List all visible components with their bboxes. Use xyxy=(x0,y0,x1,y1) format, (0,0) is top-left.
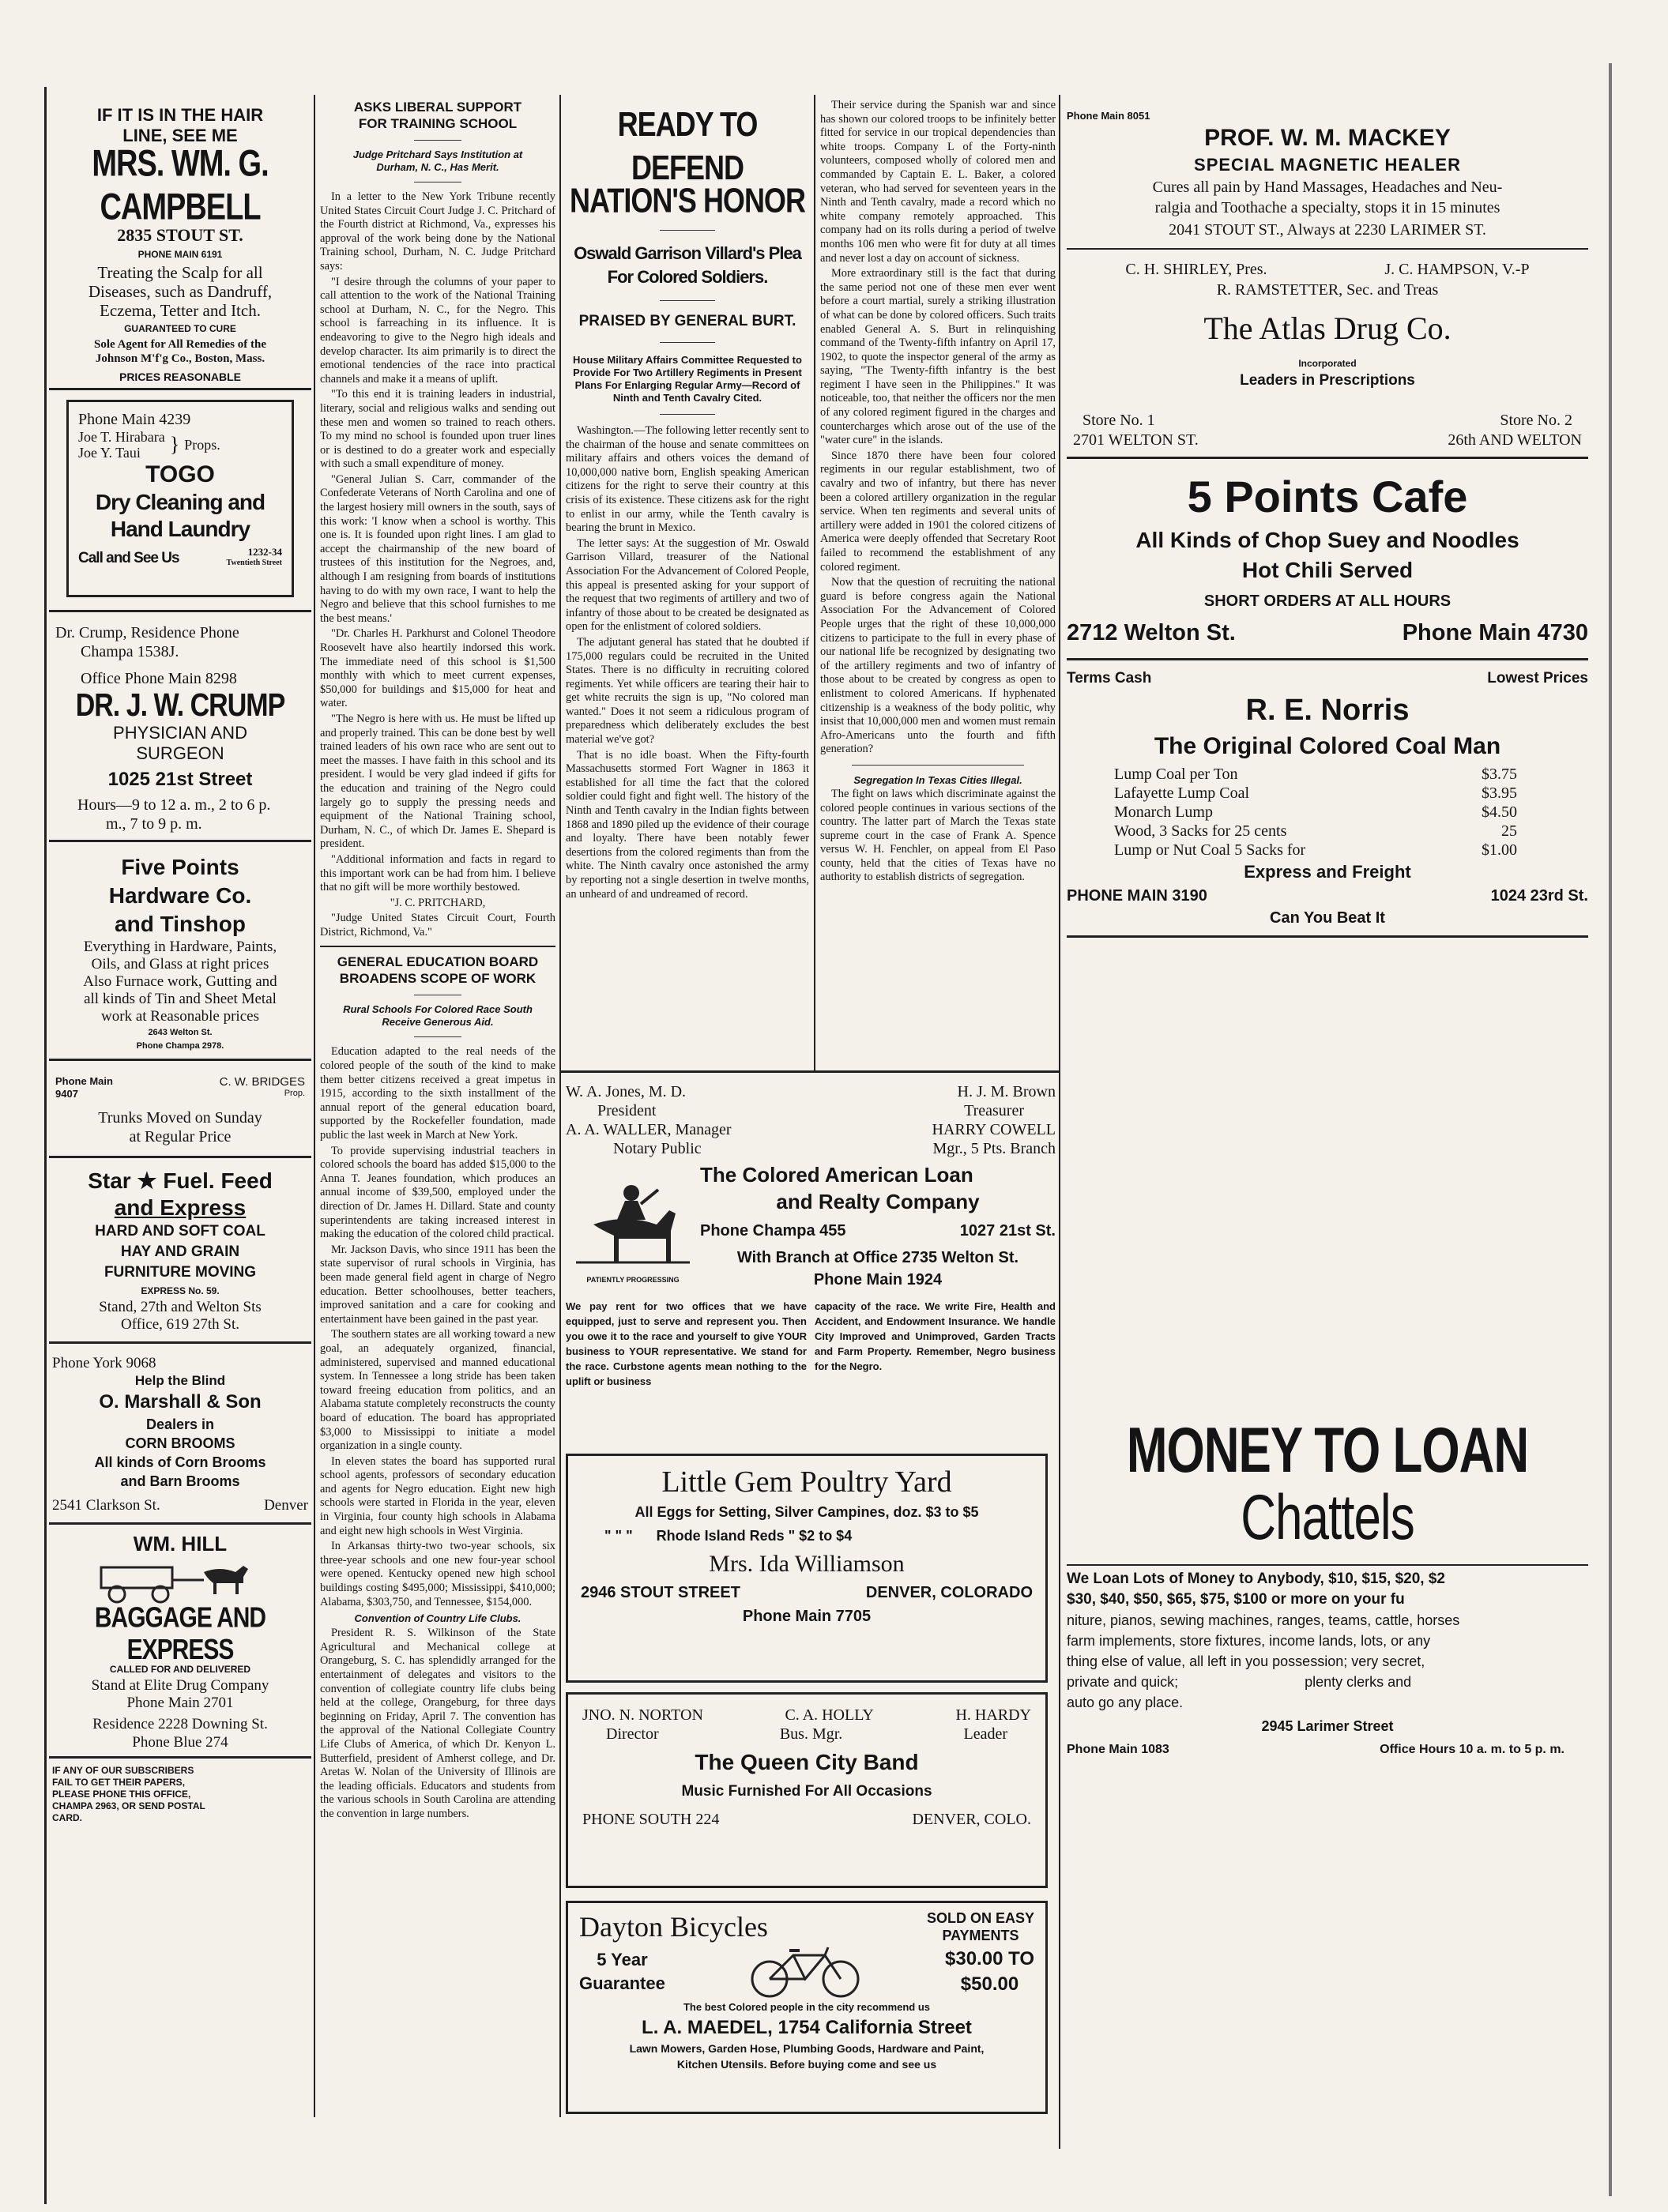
norris-item-price: $3.95 xyxy=(1482,784,1517,802)
article4-para: The letter says: At the suggestion of Mr. Oswald Garrison Villard, treasurer of the National Association For the Advancement of Colored People, this appeal is presented asking for your support of the request that two regiments of artillery and two of infantry of those about to be created be designated as open for the enlistment of colored soldiers. xyxy=(566,536,809,634)
norris-price-row xyxy=(1114,765,1517,784)
marshall-phone: Phone York 9068 xyxy=(52,1355,156,1371)
hardware-address: 2643 Welton St. xyxy=(148,1028,213,1037)
hardware-name2: Hardware Co. xyxy=(108,883,252,908)
norris-freight: Express and Freight xyxy=(1244,862,1411,882)
article4-para: The adjutant general has stated that he doubted if 175,000 regulars could be recruited in the United States. There is no difficulty in recruiting colored regiments. Yet while officers are tearing their hair to get white recruits the sign is up, "No colored man wanted." Does it not seem a ridiculous program of preparedness which deliberately excludes the best material we've got? xyxy=(566,635,809,747)
money-text7: auto go any place. xyxy=(1067,1695,1184,1710)
poultry-phone: Phone Main 7705 xyxy=(742,1608,872,1625)
togo-ad: Phone Main 4239 Joe T. Hirabara Joe Y. Taui } Props. TOGO Dry Cleaning and Hand Laundry Call and See Us 1232-34 Twentieth Street xyxy=(66,400,294,597)
hardware-text2: Oils, and Glass at right prices xyxy=(91,956,269,972)
loan-waller: A. A. WALLER, Manager xyxy=(566,1121,732,1138)
atlas-secretary: R. RAMSTETTER, Sec. and Treas xyxy=(1216,281,1439,299)
atlas-incorporated: Incorporated xyxy=(1298,358,1357,369)
article4-headline2: NATION'S HONOR xyxy=(570,180,805,220)
poultry-ditto: " " " xyxy=(604,1528,633,1544)
article1-para: In a letter to the New York Tribune recently United States Circuit Court Judge J. C. Pritchard of the Fourth district at Richmond, Va., expresses his approval of the work being done by the National Training school, Durham, N. C. Judge Pritchard says: xyxy=(320,190,555,273)
left-border xyxy=(44,87,47,2204)
atlas-store1-address: 2701 WELTON ST. xyxy=(1073,431,1199,449)
norris-item-label: Wood, 3 Sacks for 25 cents xyxy=(1114,822,1287,840)
togo-line2: Hand Laundry xyxy=(110,517,250,541)
dayton-sold2: PAYMENTS xyxy=(942,1928,1019,1943)
mackey-ad xyxy=(1067,109,1588,250)
campbell-agent1: Sole Agent for All Remedies of the xyxy=(93,338,267,351)
hill-ad xyxy=(49,1525,311,1759)
article4-headline1: READY TO DEFEND xyxy=(617,104,758,187)
norris-item-label: Lafayette Lump Coal xyxy=(1114,784,1250,802)
article2-deck2: Receive Generous Aid. xyxy=(382,1016,494,1029)
article3-body xyxy=(320,1627,555,1821)
loan-jones: W. A. Jones, M. D. xyxy=(566,1083,687,1100)
hill-text5: Residence 2228 Downing St. xyxy=(92,1716,268,1732)
crump-title2: SURGEON xyxy=(136,743,224,763)
marshall-help: Help the Blind xyxy=(134,1373,226,1388)
article3-para: President R. S. Wilkinson of the State Agricultural and Mechanical college at Orangeburg, S. C. has splendidly arranged for the entertainment of delegates and visitors to the convention of collegiate country life clubs being held at the college, Orangeburg, for three days beginning on Friday, April 7. The convention has the approval of the National Collegiate Country Life Clubs of America, of which Dr. Kenyon L. Butterfield, president of Amherst college, and Dr. Aretas W. Nolan of the University of Illinois are the leading officials. Educators and students from the various schools in South Carolina are attending the convention in large numbers. xyxy=(320,1627,555,1820)
norris-title: The Original Colored Coal Man xyxy=(1154,733,1501,759)
norris-coal-ad xyxy=(1067,660,1588,938)
atlas-vice-president: J. C. HAMPSON, V.-P xyxy=(1384,261,1530,278)
norris-phone: PHONE MAIN 3190 xyxy=(1067,887,1207,905)
column-rule-4 xyxy=(1059,95,1060,2149)
campbell-phone: PHONE MAIN 6191 xyxy=(137,249,223,260)
band-norton-title: Director xyxy=(606,1725,659,1743)
cafe-text2: Hot Chili Served xyxy=(1241,558,1414,582)
article3-subhead: Convention of Country Life Clubs. xyxy=(354,1612,521,1625)
crump-hours2: m., 7 to 9 p. m. xyxy=(49,814,311,842)
norris-beat: Can You Beat It xyxy=(1067,907,1588,938)
loan-address: 1027 21st St. xyxy=(959,1222,1056,1240)
togo-phone: Phone Main 4239 xyxy=(78,411,191,428)
article1-signature: "J. C. PRITCHARD, xyxy=(390,896,486,909)
star-text1: HARD AND SOFT COAL xyxy=(95,1223,265,1240)
bridges-name: C. W. BRIDGES xyxy=(219,1075,305,1089)
hill-text3: Stand at Elite Drug Company xyxy=(91,1677,269,1694)
campbell-address: 2835 STOUT ST. xyxy=(117,225,243,245)
bridges-prop: Prop. xyxy=(284,1089,305,1098)
norris-name: R. E. Norris xyxy=(1245,694,1410,727)
crump-office-phone: Office Phone Main 8298 xyxy=(81,670,237,687)
band-name: The Queen City Band xyxy=(695,1750,919,1774)
star-text2: HAY AND GRAIN xyxy=(120,1243,240,1260)
loan-caption: PATIENTLY PROGRESSING xyxy=(586,1276,680,1284)
bridges-text2: at Regular Price xyxy=(129,1128,232,1146)
campbell-agent2: Johnson M'f'g Co., Boston, Mass. xyxy=(95,352,265,365)
hill-text4: Phone Main 2701 xyxy=(126,1695,234,1711)
dayton-name: Dayton Bicycles xyxy=(579,1911,768,1943)
marshall-address: 2541 Clarkson St. xyxy=(52,1497,160,1514)
star-name1: Star xyxy=(88,1168,131,1193)
campbell-guarantee: GUARANTEED TO CURE xyxy=(124,323,236,334)
column-rule-3 xyxy=(814,95,815,1070)
money-text6: private and quick; xyxy=(1067,1674,1179,1690)
poultry-line1: All Eggs for Setting, Silver Campines, doz. $3 to $5 xyxy=(634,1504,979,1520)
hill-text2: CALLED FOR AND DELIVERED xyxy=(109,1664,251,1675)
band-subtitle: Music Furnished For All Occasions xyxy=(681,1783,932,1800)
dayton-price2: $50.00 xyxy=(960,1973,1019,1995)
star-text6: Office, 619 27th St. xyxy=(120,1316,240,1333)
togo-prop2: Joe Y. Taui xyxy=(78,445,141,461)
article2-para: In Arkansas thirty-two two-year schools, six three-year schools and one new four-year school were opened. Kentucky opened new high school buildings costing $495,000; Mississippi, $410,000; Alabama, $303,750, and Tennessee, $154,000. xyxy=(320,1540,555,1608)
article1-para: "The Negro is here with us. He must be lifted up and properly trained. This can be done best by well trained leaders of his own race who are sent out to meet the masses. I have faith in this school and its president. I would be very glad indeed if gifts for the education and training of the Negro could largely go to supply the pressing needs and equipment of the National Training school, Durham, N. C., of which Dr. James E. Shepard is president. xyxy=(320,712,555,851)
article4-para: Washington.—The following letter recently sent to the chairman of the house and senate committees on military affairs and others voices the demand of 10,000,000 native born, English speaking American citizens for the right to serve their country at this crisis of its existence. These citizens ask for the right to enlist in our army, while the Tenth cavalry is bearing the brunt in Mexico. xyxy=(566,424,809,535)
marshall-ad xyxy=(49,1344,311,1525)
article4-para: Their service during the Spanish war and since has shown our colored troops to be infinitely better fitted for service in our tropical dependencies than white troops. Company L of the Forty-ninth volunteers, composed wholly of colored men and commanded by Captain E. L. Baker, a colored veteran, who had served for seventeen years in the Ninth and Tenth cavalry, made a record which no white company remotely approached. This company had on its rolls during a period of twelve months 106 men who were fit for duty at all times and never lost a day on account of sickness. xyxy=(820,99,1056,265)
article2-headline2: BROADENS SCOPE OF WORK xyxy=(339,971,537,987)
campbell-text1: Treating the Scalp for all xyxy=(97,263,263,282)
star-name3: and Express xyxy=(114,1195,247,1220)
money-hours: Office Hours 10 a. m. to 5 p. m. xyxy=(1380,1743,1564,1756)
atlas-store2-address: 26th AND WELTON xyxy=(1448,431,1582,449)
poultry-owner: Mrs. Ida Williamson xyxy=(709,1551,905,1577)
norris-item-price: $4.50 xyxy=(1482,803,1517,821)
article5-para: The fight on laws which discriminate against the colored people continues in various sections of the country. The latter part of March the Texas state supreme court in the case of Frank A. Spence versus W. H. Fenchler, on appeal from El Paso county, held that the cities of Texas have no authority to establish districts of segregation. xyxy=(820,787,1056,884)
article2-deck1: Rural Schools For Colored Race South xyxy=(343,1003,533,1016)
mid-rule xyxy=(560,1070,1060,1073)
togo-addr1: 1232-34 xyxy=(247,546,282,558)
article4-headline5: PRAISED BY GENERAL BURT. xyxy=(578,313,796,329)
loan-text1: We pay rent for two offices that we have equipped, just to serve and represent you. Then you owe it to the race and yourself to give YOUR business to YOUR representative. We stand for the race. Curbstone agents mean nothing to the uplift or business xyxy=(566,1300,807,1387)
norris-item-price: $1.00 xyxy=(1482,841,1517,859)
horse-wagon-illustration xyxy=(93,1556,267,1604)
norris-item-price: 25 xyxy=(1501,822,1517,840)
poultry-name: Little Gem Poultry Yard xyxy=(661,1465,952,1499)
dayton-sold1: SOLD ON EASY xyxy=(926,1910,1034,1926)
loan-text2: capacity of the race. We write Fire, Health and Accident, and Endowment Insurance. We handle City Improved and Unimproved, Garden Tracts and Farm Property. Remember, Negro business for the Negro. xyxy=(815,1300,1056,1372)
money-text2: $30, $40, $50, $65, $75, $100 or more on your fu xyxy=(1067,1591,1405,1608)
loan-jones-title: President xyxy=(597,1102,657,1119)
campbell-text2: Diseases, such as Dandruff, xyxy=(88,282,273,301)
bicycle-illustration xyxy=(746,1944,864,1999)
dayton-guarantee1: 5 Year xyxy=(597,1950,648,1969)
band-city: DENVER, COLO. xyxy=(912,1811,1031,1828)
article2-para: To provide supervising industrial teachers in colored schools the board has added $15,000 to the Anna T. Jeanes foundation, which produces an annual income of $39,500, employed under the direction of Dr. James H. Dillard. State and county superintendents are taking increased interest in making the education of the colored child practical. xyxy=(320,1144,555,1241)
article1-deck1: Judge Pritchard Says Institution at xyxy=(352,149,523,160)
mackey-title: SPECIAL MAGNETIC HEALER xyxy=(1194,155,1461,175)
money-text6b: plenty clerks and xyxy=(1305,1674,1412,1690)
hardware-text3: Also Furnace work, Gutting and xyxy=(83,973,277,990)
star-icon: ★ xyxy=(130,1168,164,1193)
bridges-phone1: Phone Main xyxy=(55,1075,113,1087)
dayton-recommend: The best Colored people in the city recommend us xyxy=(683,2001,931,2013)
column-4 xyxy=(820,99,1056,1066)
hill-name: WM. HILL xyxy=(133,1532,228,1556)
norris-item-label: Lump or Nut Coal 5 Sacks for xyxy=(1114,841,1306,859)
dayton-price1: $30.00 TO xyxy=(945,1948,1034,1969)
article2-para: Education adapted to the real needs of the colored people of the south of the kind to make them better citizens received a great impetus in 1915, according to the sixth installment of the annual report of the general education board, supported by the Rockefeller foundation, made public the last week in March at New York. xyxy=(320,1045,555,1142)
article4-continued xyxy=(820,99,1056,757)
hardware-name3: and Tinshop xyxy=(115,912,246,936)
article2-body xyxy=(320,1045,555,1609)
crump-address: 1025 21st Street xyxy=(107,769,253,790)
norris-item-price: $3.75 xyxy=(1482,766,1517,783)
queen-city-band-ad xyxy=(566,1692,1048,1888)
loan-company2: and Realty Company xyxy=(776,1190,980,1213)
money-phone: Phone Main 1083 xyxy=(1067,1743,1169,1756)
article2-headline1: GENERAL EDUCATION BOARD xyxy=(337,954,539,970)
column-rule-1 xyxy=(314,95,315,2117)
campbell-ad xyxy=(49,99,311,390)
atlas-leaders: Leaders in Prescriptions xyxy=(1240,372,1415,389)
loan-brown: H. J. M. Brown xyxy=(957,1083,1056,1100)
mackey-text2: ralgia and Toothache a specialty, stops it in 15 minutes xyxy=(1154,199,1500,216)
article1-para: "To this end it is training leaders in industrial, literary, social and religious walks and sending out these men and women so trained to reach others. To my mind no school is founded upon truer lines or is destined to do a greater work and especially with such a small expenditure of money. xyxy=(320,388,555,471)
crump-hours1: Hours—9 to 12 a. m., 2 to 6 p. xyxy=(77,796,271,814)
norris-item-label: Lump Coal per Ton xyxy=(1114,766,1238,783)
mackey-phone: Phone Main 8051 xyxy=(1067,110,1150,122)
marshall-text1: Dealers in xyxy=(145,1416,215,1432)
atlas-president: C. H. SHIRLEY, Pres. xyxy=(1125,261,1267,278)
togo-name: TOGO xyxy=(145,461,215,487)
money-to-loan-ad xyxy=(1067,1415,1588,1760)
notice-line4: CHAMPA 2963, OR SEND POSTAL xyxy=(52,1800,205,1811)
mackey-text3: 2041 STOUT ST., Always at 2230 LARIMER ST. xyxy=(1169,221,1486,239)
star-text3: FURNITURE MOVING xyxy=(104,1264,257,1281)
column-1 xyxy=(49,99,311,1830)
notice-line2: FAIL TO GET THEIR PAPERS, xyxy=(52,1777,186,1788)
band-phone: PHONE SOUTH 224 xyxy=(582,1811,720,1828)
article1-para: "General Julian S. Carr, commander of the Confederate Veterans of North Carolina and one of the largest hosiery mill owners in the south, says of this work: 'I know when a school is worthy. This one is. It is founded upon right lines. I am glad to accept the chairmanship of the new board of trustees of this institution for the Negroes, and, although I am resigning from boards of institutions having to do with my own race, I want to help the Negro and believe that this school furnishes to me the best means.' xyxy=(320,472,555,625)
colored-american-loan-ad xyxy=(566,1082,1056,1454)
notice-line1: IF ANY OF OUR SUBSCRIBERS xyxy=(52,1765,194,1776)
money-text1: We Loan Lots of Money to Anybody, $10, $15, $20, $2 xyxy=(1067,1571,1445,1587)
money-text5: thing else of value, all left in you possession; very secret, xyxy=(1067,1653,1425,1669)
article2-para: Mr. Jackson Davis, who since 1911 has been the state supervisor of rural schools in Virginia, has been made general field agent in charge of Negro education. Better schoolhouses, better teachers, improved sanitation and a care for cooking and entertainment have been gained in the past year. xyxy=(320,1243,555,1326)
money-chattels: Chattels xyxy=(1241,1482,1414,1554)
hardware-text5: work at Reasonable prices xyxy=(101,1008,259,1025)
article4-para: Now that the question of recruiting the national guard is before congress again the National Association For the Advancement of Colored People urges that the right of these 10,000,000 citizens to participate to the full in every phase of our national life be recognized by designating two of the artillery regiments and two of infantry of those about to be created by congress as open to enlistment to colored Americans. If hyphenated citizenship is a weakness of the body politic, why insist that 10,000,000 men and women must remain Afro-Americans unto the fourth and fifth generation? xyxy=(820,576,1056,756)
norris-address: 1024 23rd St. xyxy=(1490,887,1588,905)
band-hardy-title: Leader xyxy=(963,1725,1007,1743)
article4-para: More extraordinary still is the fact that during the same period not one of these men ever went before a court martial, surely a striking illustration of what can be done by colored officers. Such traits enabled General A. S. Burt in relinquishing command of the Twenty-fifth infantry on April 17, 1902, to quote the inspector general of the army as saying, "The Twenty-fifth infantry is the best regiment I have seen in the Philippines." It was noticeable, too, that neither the officers nor the men of any colored regiment figured in the charges and countercharges which arose out of the use of the "water cure" in the islands. xyxy=(820,267,1056,447)
dayton-bicycles-ad xyxy=(566,1901,1048,2114)
loan-brown-title: Treasurer xyxy=(964,1102,1024,1119)
five-points-cafe-ad xyxy=(1067,459,1588,660)
marshall-text4: and Barn Brooms xyxy=(120,1473,240,1489)
loan-branch2: Phone Main 1924 xyxy=(813,1271,943,1288)
hill-text1: BAGGAGE AND EXPRESS xyxy=(94,1602,266,1666)
cafe-text1: All Kinds of Chop Suey and Noodles xyxy=(1135,528,1519,552)
dayton-dealer: L. A. MAEDEL, 1754 California Street xyxy=(642,2017,972,2038)
star-name2: Fuel. Feed xyxy=(163,1168,273,1193)
column-2 xyxy=(320,99,555,2129)
star-fuel-ad xyxy=(49,1158,311,1344)
togo-prop1: Joe T. Hirabara xyxy=(78,429,165,445)
star-text5: Stand, 27th and Welton Sts xyxy=(99,1299,262,1315)
cafe-address: 2712 Welton St. xyxy=(1067,620,1236,645)
article4-headline4: For Colored Soldiers. xyxy=(607,267,768,287)
article4-para: Since 1870 there have been four colored regiments in our regular establishment, two of cavalry and two of infantry, but there has never been a colored artillery organization in the regular service. When ten regiments and several units of artillery were added in 1901 the colored citizens of America were deeply offended that Secretary Root failed to recommend the establishment of any colored regiment. xyxy=(820,449,1056,574)
atlas-drug-ad xyxy=(1067,250,1588,459)
cafe-phone: Phone Main 4730 xyxy=(1402,620,1588,645)
campbell-line2: LINE, SEE ME xyxy=(122,126,238,145)
bridges-text1: Trunks Moved on Sunday xyxy=(98,1109,262,1127)
norris-item-label: Monarch Lump xyxy=(1114,803,1213,821)
article1-body xyxy=(320,190,555,939)
notice-line5: CARD. xyxy=(52,1812,82,1823)
marshall-name: O. Marshall & Son xyxy=(99,1391,262,1413)
band-holly-title: Bus. Mgr. xyxy=(779,1725,843,1743)
poultry-city: DENVER, COLORADO xyxy=(865,1584,1033,1601)
togo-line1: Dry Cleaning and xyxy=(95,490,265,514)
column-3 xyxy=(566,99,809,1066)
norris-prices: Lowest Prices xyxy=(1487,670,1588,687)
money-headline: MONEY TO LOAN xyxy=(1126,1415,1529,1487)
atlas-store2: Store No. 2 xyxy=(1500,412,1572,429)
article4-deck: House Military Affairs Committee Requested to Provide For Two Artillery Regiments in Present Plans For Enlarging Regular Army—Record of Ninth and Tenth Cavalry Cited. xyxy=(573,354,802,404)
loan-phone: Phone Champa 455 xyxy=(700,1222,846,1240)
mackey-name: PROF. W. M. MACKEY xyxy=(1204,125,1451,151)
campbell-line1: IF IT IS IN THE HAIR xyxy=(96,105,264,125)
star-text4: EXPRESS No. 59. xyxy=(141,1285,220,1296)
campbell-name: MRS. WM. G. CAMPBELL xyxy=(92,143,269,228)
norris-price-row xyxy=(1114,803,1517,822)
norris-price-row xyxy=(1114,784,1517,803)
crump-ad xyxy=(49,610,311,842)
subscriber-notice xyxy=(49,1759,311,1830)
campbell-prices: PRICES REASONABLE xyxy=(49,366,311,390)
loan-branch1: With Branch at Office 2735 Welton St. xyxy=(736,1249,1019,1266)
norris-terms: Terms Cash xyxy=(1067,670,1152,687)
cafe-name: 5 Points Cafe xyxy=(1187,472,1468,521)
crump-residence: Dr. Crump, Residence Phone xyxy=(55,624,239,641)
hardware-text4: all kinds of Tin and Sheet Metal xyxy=(84,991,277,1007)
marshall-text2: CORN BROOMS xyxy=(125,1435,235,1451)
loan-cowell-title: Mgr., 5 Pts. Branch xyxy=(932,1140,1056,1157)
article1-headline2: FOR TRAINING SCHOOL xyxy=(358,116,518,131)
notice-line3: PLEASE PHONE THIS OFFICE, xyxy=(52,1789,191,1800)
band-norton: JNO. N. NORTON xyxy=(582,1706,703,1724)
hardware-phone: Phone Champa 2978. xyxy=(136,1041,224,1051)
band-hardy: H. HARDY xyxy=(955,1706,1031,1724)
article1-headline1: ASKS LIBERAL SUPPORT xyxy=(353,100,522,115)
poultry-line2: Rhode Island Reds " $2 to $4 xyxy=(656,1528,853,1544)
togo-call: Call and See Us xyxy=(78,550,179,566)
crump-residence2: Champa 1538J. xyxy=(81,643,179,660)
donkey-rider-illustration xyxy=(570,1161,696,1272)
poultry-ad xyxy=(566,1454,1048,1683)
hardware-ad xyxy=(49,842,311,1061)
loan-waller-title: Notary Public xyxy=(613,1140,702,1157)
hardware-name1: Five Points xyxy=(121,855,239,879)
hardware-text1: Everything in Hardware, Paints, xyxy=(83,939,277,955)
crump-name: DR. J. W. CRUMP xyxy=(75,687,285,724)
campbell-text3: Eczema, Tetter and Itch. xyxy=(100,301,261,320)
article1-para: "Dr. Charles H. Parkhurst and Colonel Theodore Roosevelt have also heartily indorsed this work. The immediate need of this school is $1,500 monthly with which to meet current expenses, $50,000 for buildings and $15,000 for heat and water. xyxy=(320,627,555,710)
article2-para: The southern states are all working toward a new goal, an adequately organized, financial, administered, supervised and manned educational system. In Tennessee a long stride has been taken toward freeing education from politics, and an Alabama statute completely reconstructs the county board of education. The board has appropriated $3,000 to Mississippi to initiate a model organization in a single county. xyxy=(320,1328,555,1453)
column-rule-2 xyxy=(559,95,561,2117)
atlas-name: The Atlas Drug Co. xyxy=(1203,310,1451,346)
article4-headline3: Oswald Garrison Villard's Plea xyxy=(574,243,801,263)
crump-title1: PHYSICIAN AND xyxy=(113,723,247,743)
mackey-text1: Cures all pain by Hand Massages, Headaches and Neu- xyxy=(1152,179,1503,196)
hill-text6: Phone Blue 274 xyxy=(132,1734,228,1751)
bridges-ad xyxy=(49,1061,311,1158)
cafe-text3: SHORT ORDERS AT ALL HOURS xyxy=(1203,592,1451,610)
band-holly: C. A. HOLLY xyxy=(785,1706,874,1724)
marshall-city: Denver xyxy=(264,1497,308,1514)
article1-para: "I desire through the columns of your paper to call attention to the work of the National Training school at Durham, N. C., for the Negro. This school is farreaching in its influence. It is endeavoring to give to the Negro high ideals and develop character. Its aim primarily is to direct the emotional tendencies of the race into practical channels and make it a means of uplift. xyxy=(320,275,555,386)
bridges-phone2: 9407 xyxy=(55,1088,78,1100)
loan-cowell: HARRY COWELL xyxy=(932,1121,1056,1138)
article5-subhead: Segregation In Texas Cities Illegal. xyxy=(853,773,1022,786)
money-text4: farm implements, store fixtures, income lands, lots, or any xyxy=(1067,1633,1431,1649)
column-5 xyxy=(1067,109,1588,1808)
money-text3: niture, pianos, sewing machines, ranges, teams, cattle, horses xyxy=(1067,1612,1460,1628)
atlas-store1: Store No. 1 xyxy=(1083,412,1155,429)
article2-para: In eleven states the board has supported rural school agents, professors of secondary education and agents for Negro education. Eight new high schools were started in Florida in the year, eleven in Virginia, four county high schools in Alabama and eight new high schools in West Virginia. xyxy=(320,1454,555,1537)
togo-addr2: Twentieth Street xyxy=(226,559,282,567)
article4-para: That is no idle boast. When the Fifty-fourth Massachusetts stormed Fort Wagner in 1863 it established for all time the fact that the colored soldier could fight and fight well. The history of the Ninth and Tenth cavalry in the Indian fights between 1868 and 1890 piled up the evidence of their courage and loyalty. There have been notably fewer desertions from the colored regiments than from the white. The Ninth cavalry once astonished the army by reporting not a single desertion in twelve months, an unheard of and undreamed of record. xyxy=(566,748,809,901)
poultry-address: 2946 STOUT STREET xyxy=(581,1584,740,1601)
togo-props-label: Props. xyxy=(184,436,220,453)
article5-body xyxy=(820,788,1056,885)
loan-company1: The Colored American Loan xyxy=(700,1163,973,1187)
money-address: 2945 Larimer Street xyxy=(1261,1718,1394,1734)
right-border xyxy=(1609,63,1612,2196)
article1-deck2: Durham, N. C., Has Merit. xyxy=(376,161,499,173)
article1-para: "Additional information and facts in regard to this important work can be had from him. I believe that no gift will be more worthily bestowed. xyxy=(320,852,555,894)
norris-price-row xyxy=(1114,841,1517,860)
dayton-guarantee2: Guarantee xyxy=(579,1973,665,1993)
dayton-text2: Kitchen Utensils. Before buying come and see us xyxy=(676,2058,937,2071)
article1-signature-title: "Judge United States Circuit Court, Fourth District, Richmond, Va." xyxy=(320,912,555,939)
article4-body xyxy=(566,424,809,901)
marshall-text3: All kinds of Corn Brooms xyxy=(94,1454,266,1470)
dayton-text1: Lawn Mowers, Garden Hose, Plumbing Goods, Hardware and Paint, xyxy=(629,2042,985,2055)
norris-price-row xyxy=(1114,822,1517,841)
